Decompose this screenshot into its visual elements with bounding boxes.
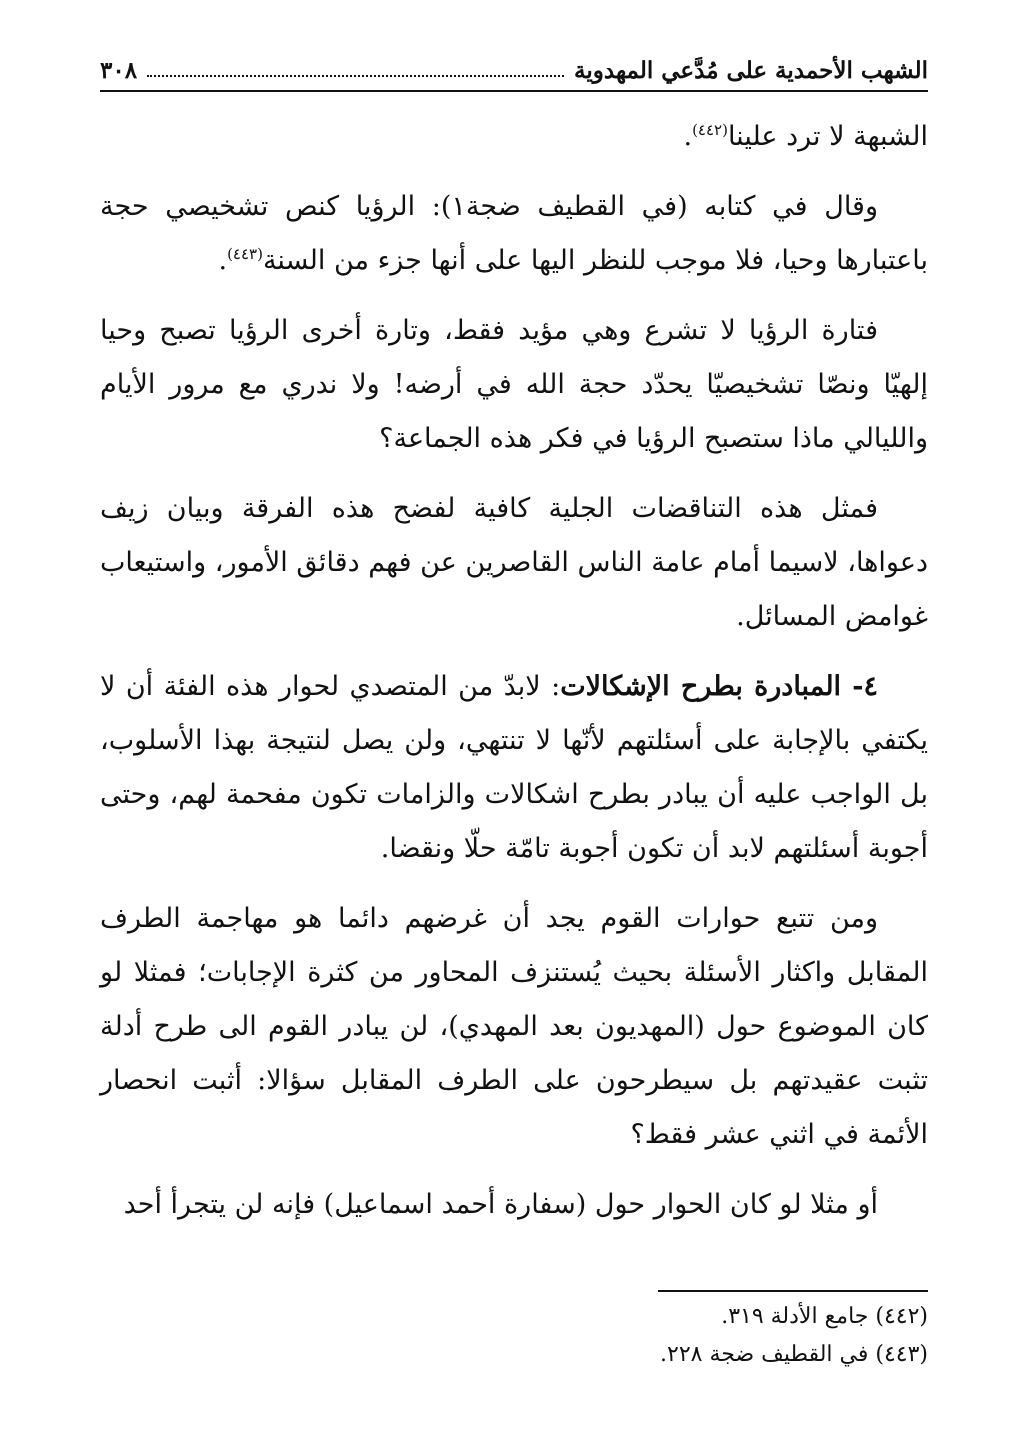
paragraph-7 bbox=[100, 1178, 928, 1232]
paragraph-1 bbox=[100, 110, 928, 164]
main-text bbox=[100, 110, 928, 1248]
page-number: ٣٠٨ bbox=[100, 56, 138, 84]
paragraph-4 bbox=[100, 482, 928, 644]
paragraph-end: . bbox=[683, 121, 693, 152]
paragraph-5 bbox=[100, 660, 928, 876]
footnote-443: (٤٤٣) في القطيف ضجة ٢٢٨. bbox=[660, 1342, 928, 1367]
footnote-ref-442[interactable]: (٤٤٢) bbox=[692, 121, 728, 139]
footnote-separator bbox=[658, 1290, 928, 1292]
footnote-442: (٤٤٢) جامع الأدلة ٣١٩. bbox=[721, 1304, 928, 1329]
paragraph-text: ومن تتبع حوارات القوم يجد أن غرضهم دائما هو مهاجمة الطرف المقابل واكثار الأسئلة بحيث يُستنزف المحاور من كثرة الإجابات؛ فمثلا لو كان الموضوع حول (المهديون بعد المهدي)، لن يبادر القوم الى طرح أدلة تثبت عقيدتهم بل سيطرحون على الطرف المقابل سؤالا: أثبت انحصار الأئمة في اثني عشر فقط؟ bbox=[100, 903, 928, 1150]
paragraph-text: وقال في كتابه (في القطيف ضجة١): الرؤيا كنص تشخيصي حجة باعتبارها وحيا، فلا موجب للنظر اليها على أنها جزء من السنة bbox=[100, 191, 928, 276]
running-header bbox=[100, 50, 928, 92]
paragraph-3 bbox=[100, 304, 928, 466]
footnotes bbox=[100, 1298, 928, 1374]
paragraph-6 bbox=[100, 892, 928, 1162]
header-leader-dots bbox=[147, 75, 564, 77]
footnote-ref-443[interactable]: (٤٤٣) bbox=[227, 245, 263, 263]
paragraph-text: فتارة الرؤيا لا تشرع وهي مؤيد فقط، وتارة أخرى الرؤيا تصبح وحيا إلهيّا ونصّا تشخيصيّا يحدّد حجة الله في أرضه! ولا ندري مع مرور الأيام والليالي ماذا ستصبح الرؤيا في فكر هذه الجماعة؟ bbox=[100, 315, 928, 454]
paragraph-text: : لابدّ من المتصدي لحوار هذه الفئة أن لا يكتفي بالإجابة على أسئلتهم لأنّها لا تنتهي، ولن يصل لنتيجة بهذا الأسلوب، بل الواجب عليه أن يبادر بطرح اشكالات والزامات تكون مفحمة لهم، وحتى أجوبة أسئلتهم لابد أن تكون أجوبة تامّة حلّا ونقضا. bbox=[100, 671, 928, 864]
section-heading: ٤- المبادرة بطرح الإشكالات bbox=[560, 671, 878, 702]
paragraph-text: الشبهة لا ترد علينا bbox=[727, 121, 928, 152]
paragraph-2 bbox=[100, 180, 928, 288]
book-title: الشهب الأحمدية على مُدَّعي المهدوية bbox=[574, 56, 928, 84]
paragraph-end: . bbox=[218, 245, 228, 276]
paragraph-text: فمثل هذه التناقضات الجلية كافية لفضح هذه الفرقة وبيان زيف دعواها، لاسيما أمام عامة الناس القاصرين عن فهم دقائق الأمور، واستيعاب غوامض المسائل. bbox=[100, 493, 928, 632]
paragraph-text: أو مثلا لو كان الحوار حول (سفارة أحمد اسماعيل) فإنه لن يتجرأ أحد bbox=[123, 1189, 878, 1220]
